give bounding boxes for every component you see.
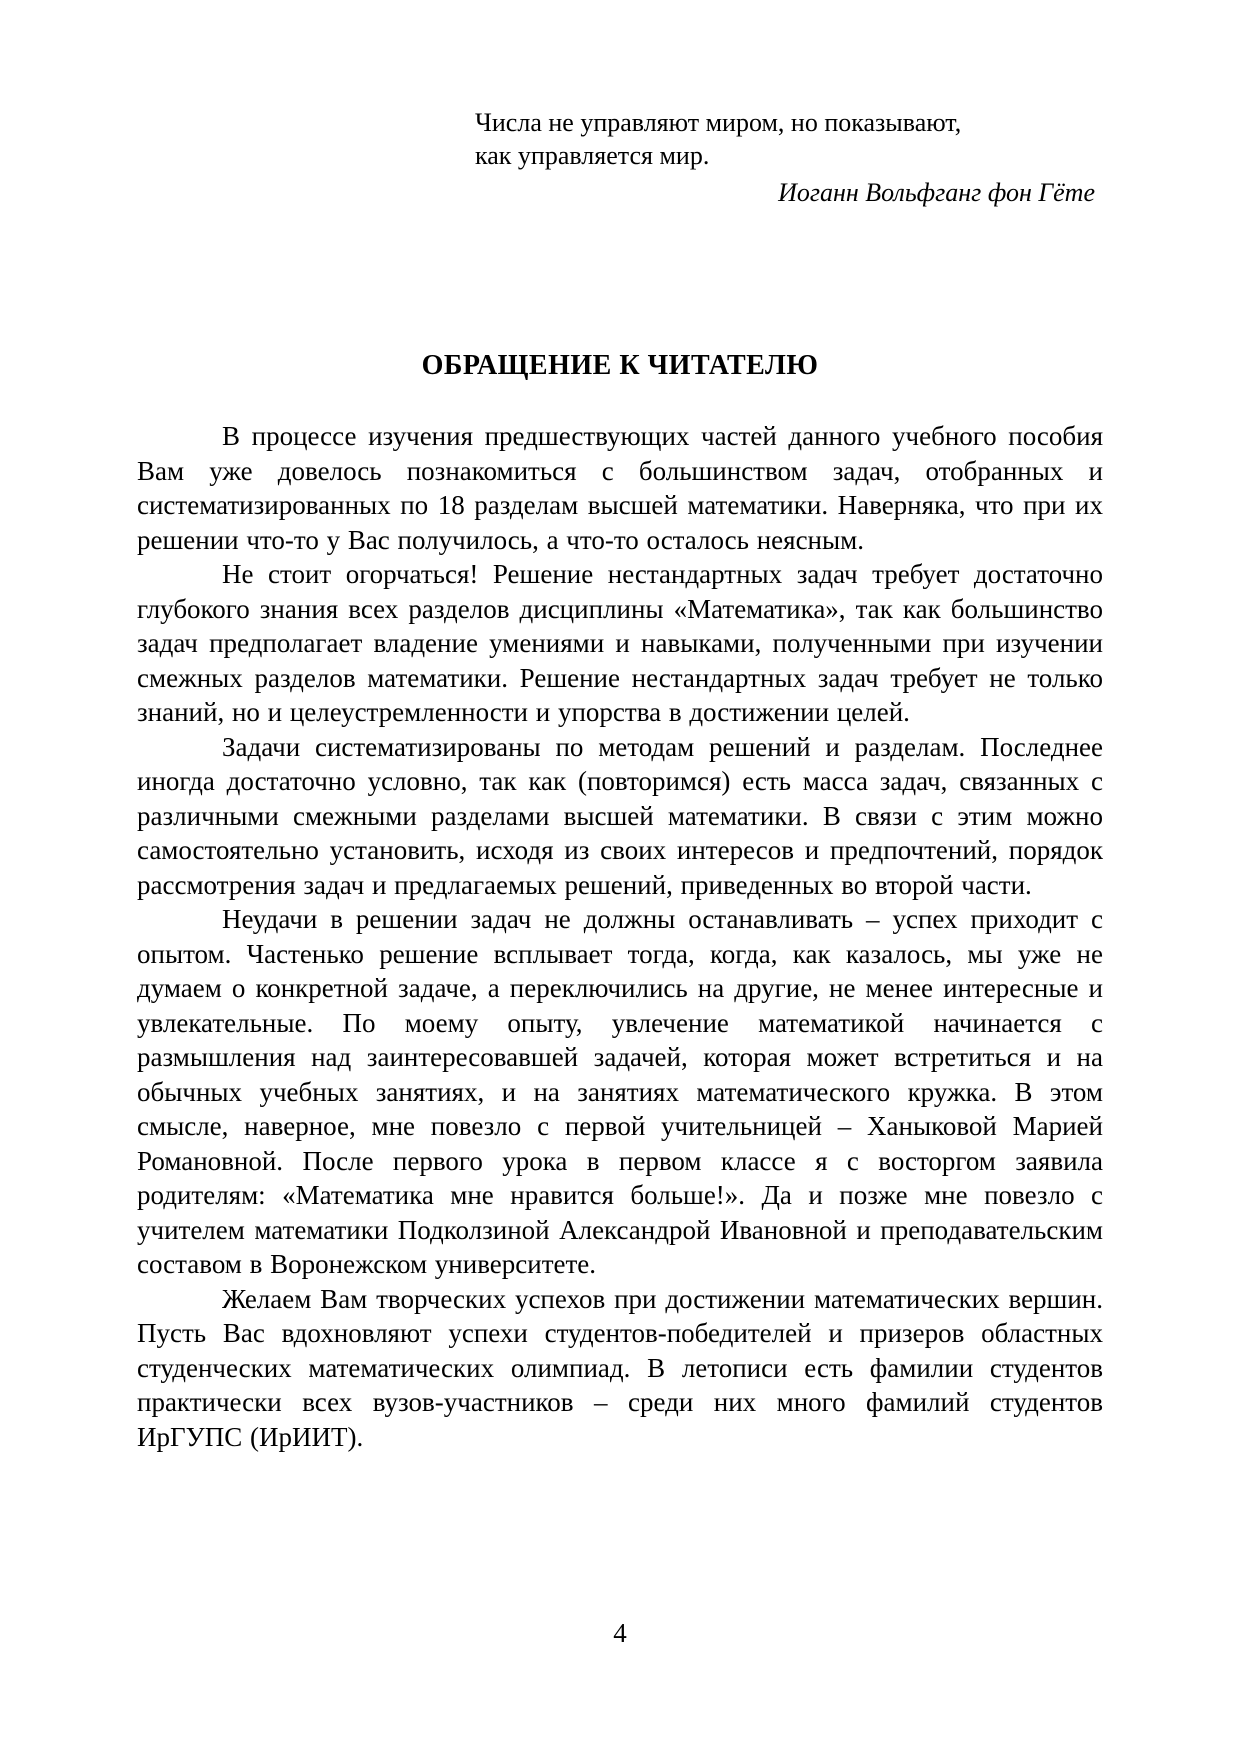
epigraph-line-1: Числа не управляют миром, но показывают,	[475, 108, 962, 137]
paragraph-4: Неудачи в решении задач не должны останавливать – успех приходит с опытом. Частенько решение всплывает тогда, когда, как казалось, мы уже не думаем о конкретной задаче, а переключились на другие, не менее интересные и увлекательные. По моему опыту, увлечение математикой начинается с размышления над заинтересовавшей задачей, которая может встретиться и на обычных учебных занятиях, и на занятиях математического кружка. В этом смысле, наверное, мне повезло с первой учительницей – Ханыковой Марией Романовной. После первого урока в первом классе я с восторгом заявила родителям: «Математика мне нравится больше!». Да и позже мне повезло с учителем математики Подколзиной Александрой Ивановной и преподавательским составом в Воронежском университете.	[137, 904, 1103, 1279]
epigraph	[475, 106, 1103, 209]
text-block	[137, 0, 1103, 1454]
paragraph-3: Задачи систематизированы по методам решений и разделам. Последнее иногда достаточно условно, так как (повторимся) есть масса задач, связанных с различными смежными разделами высшей математики. В связи с этим можно самостоятельно установить, исходя из своих интересов и предпочтений, порядок рассмотрения задач и предлагаемых решений, приведенных во второй части.	[137, 731, 1103, 900]
body-text	[137, 419, 1103, 1454]
page-number: 4	[613, 1618, 627, 1648]
paragraph-1: В процессе изучения предшествующих частей данного учебного пособия Вам уже довелось познакомиться с большинством задач, отобранных и систематизированных по 18 разделам высшей математики. Наверняка, что при их решении что-то у Вас получилось, а что-то осталось неясным.	[137, 421, 1103, 555]
paragraph-5: Желаем Вам творческих успехов при достижении математических вершин. Пусть Вас вдохновляют успехи студентов-победителей и призеров областных студенческих математических олимпиад. В летописи есть фамилии студентов практически всех вузов-участников – среди них много фамилий студентов ИрГУПС (ИрИИТ).	[137, 1283, 1103, 1452]
paragraph-2: Не стоит огорчаться! Решение нестандартных задач требует достаточно глубокого знания всех разделов дисциплины «Математика», так как большинство задач предполагает владение умениями и навыками, полученными при изучении смежных разделов математики. Решение нестандартных задач требует не только знаний, но и целеустремленности и упорства в достижении целей.	[137, 559, 1103, 727]
page-title: ОБРАЩЕНИЕ К ЧИТАТЕЛЮ	[421, 350, 819, 381]
epigraph-attribution: Иоганн Вольфганг фон Гёте	[778, 178, 1095, 207]
epigraph-line-2: как управляется мир.	[475, 141, 710, 170]
